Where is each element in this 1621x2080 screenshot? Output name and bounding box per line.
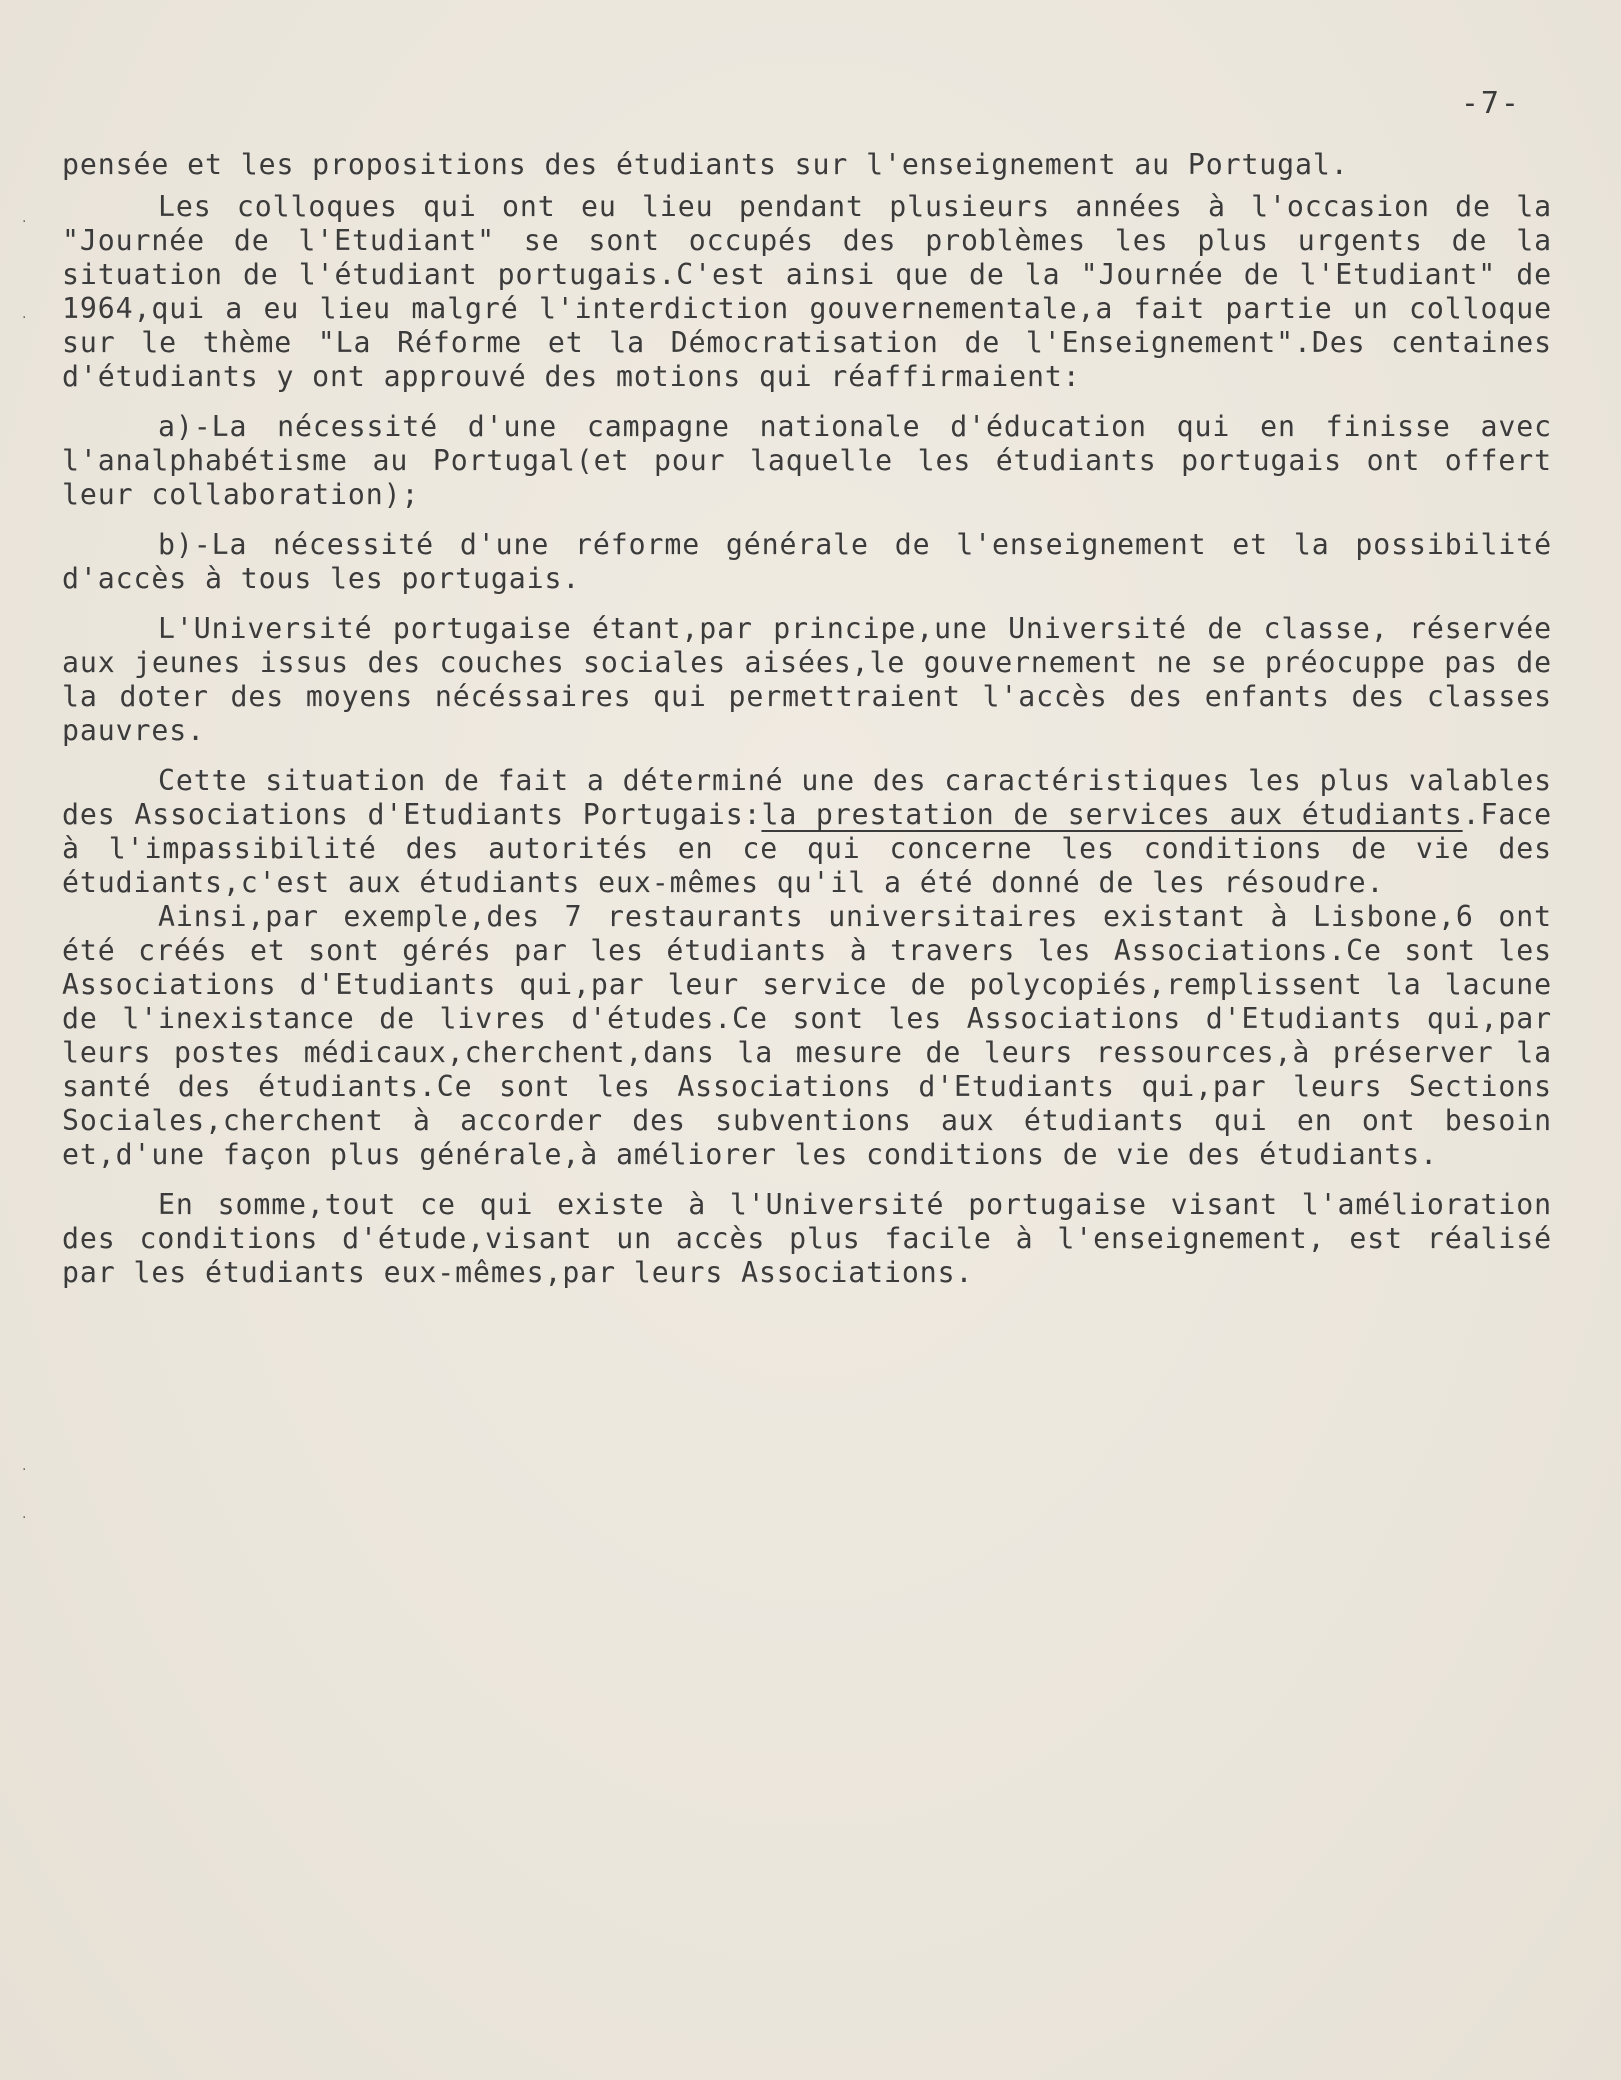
paragraph-universite: L'Université portugaise étant,par principe,une Université de classe, réservée aux jeunes issus des couches sociales aisées,le gouvernement ne se préocuppe pas de la doter des moyens nécéssaires qui permettraient l'accès des enfants des classes pauvres. — [62, 612, 1552, 747]
margin-mark: · — [22, 1510, 27, 1526]
underlined-phrase: la prestation de services aux étudiants — [761, 798, 1463, 831]
paragraph-situation-end: .Face à l'impassibilité des autorités en ce qui concerne les conditions de vie des étudiants,c'est aux étudiants eux-mêmes qu'il a été donné de les résoudre. — [62, 798, 1552, 899]
margin-mark: · — [22, 1462, 27, 1478]
paragraph-colloques: Les colloques qui ont eu lieu pendant plusieurs années à l'occasion de la "Journée de l'Etudiant" se sont occupés des problèmes les plus urgents de la situation de l'étudiant portugais.C'est ainsi que de la "Journée de l'Etudiant" de 1964,qui a eu lieu malgré l'interdiction gouvernementale,a fait partie un colloque sur le thème "La Réforme et la Démocratisation de l'Enseignement".Des centaines d'étudiants y ont approuvé des motions qui réaffirmaient: — [62, 190, 1552, 393]
paragraph-motion-a: a)-La nécessité d'une campagne nationale d'éducation qui en finisse avec l'analphabétisme au Portugal(et pour laquelle les étudiants portugais ont offert leur collaboration); — [62, 410, 1552, 511]
page-number: -7- — [1460, 86, 1521, 121]
margin-mark: · — [22, 310, 27, 326]
paragraph-exemples: Ainsi,par exemple,des 7 restaurants universitaires existant à Lisbone,6 ont été créés et sont gérés par les étudiants à travers les Associations.Ce sont les Associations d'Etudiants qui,par leur service de polycopiés,remplissent la lacune de l'inexistance de livres d'études.Ce sont les Associations d'Etudiants qui,par leurs postes médicaux,cherchent,dans la mesure de leurs ressources,à préserver la santé des étudiants.Ce sont les Associations d'Etudiants qui,par leurs Sections Sociales,cherchent à accorder des subventions aux étudiants qui en ont besoin et,d'une façon plus générale,à améliorer les conditions de vie des étudiants. — [62, 900, 1552, 1171]
margin-mark: · — [22, 214, 27, 230]
paragraph-conclusion: En somme,tout ce qui existe à l'Université portugaise visant l'amélioration des conditions d'étude,visant un accès plus facile à l'enseignement, est réalisé par les étudiants eux-mêmes,par leurs Associations. — [62, 1188, 1552, 1289]
paragraph-situation — [62, 764, 1552, 900]
paragraph-situation-start: Cette situation de fait a déterminé une des caractéristiques les plus valables des Associations d'Etudiants Portugais: — [62, 764, 1552, 831]
document-body — [62, 148, 1552, 1306]
paragraph-motion-b: b)-La nécessité d'une réforme générale de l'enseignement et la possibilité d'accès à tous les portugais. — [62, 528, 1552, 595]
paragraph-continuation: pensée et les propositions des étudiants sur l'enseignement au Portugal. — [62, 148, 1349, 181]
